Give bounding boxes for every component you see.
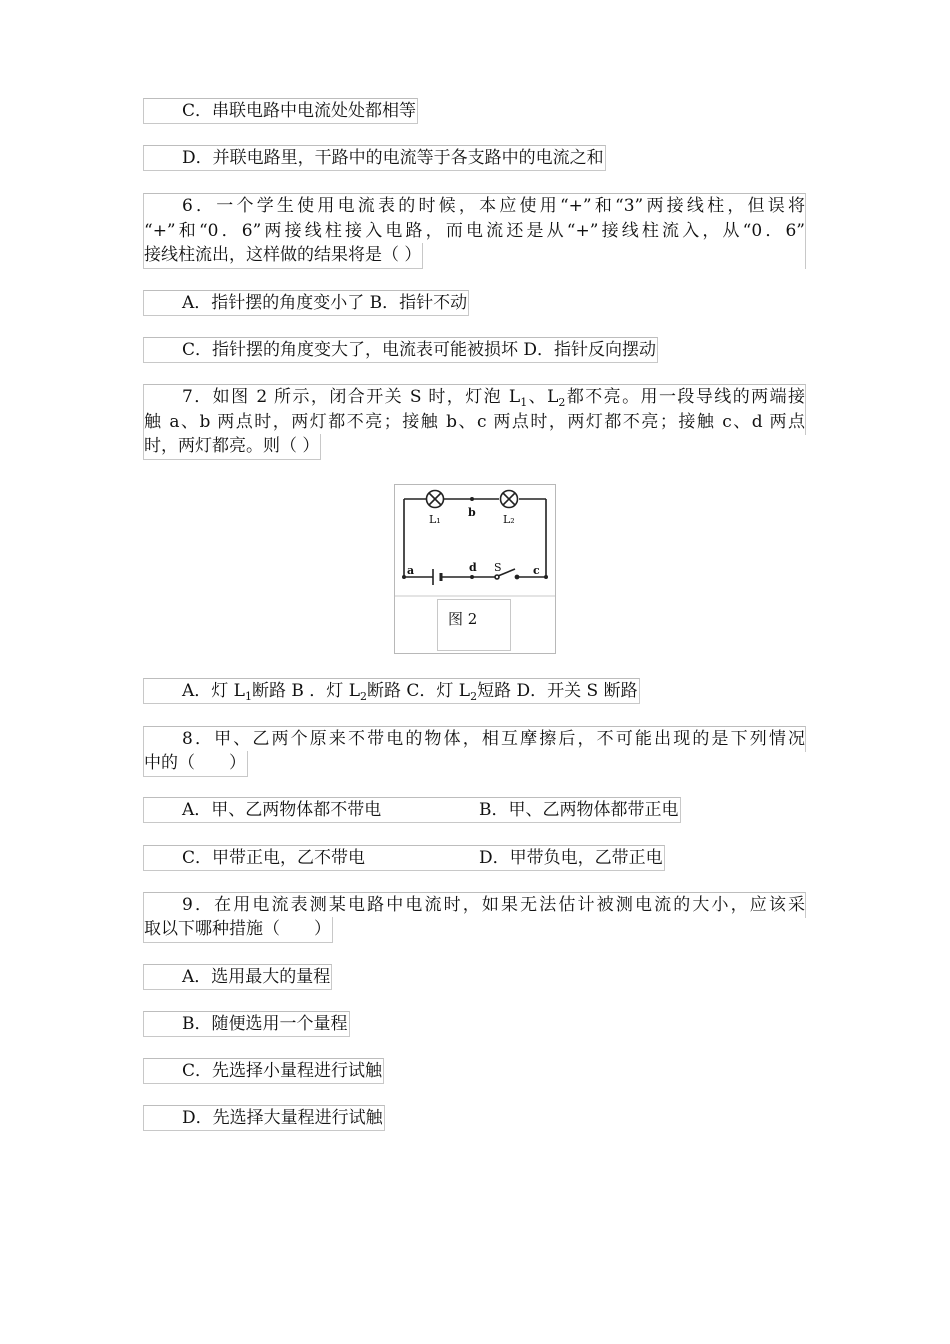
lamp2-label: L₂: [503, 513, 515, 526]
circuit-diagram: [395, 485, 555, 597]
q7-stem: 7．如图 2 所示，闭合开关 S 时，灯泡 $L_1$、$L_2$都不亮。用一段导线的两端接 触 a、b 两点时，两灯都不亮；接触 b、c 两点时，两灯都不亮；接触 c、d 两点: [143, 384, 806, 435]
lamp-l1-icon: [427, 491, 444, 508]
point-b-label: b: [468, 506, 476, 519]
q9-option-c: C．先选择小量程进行试触: [143, 1058, 384, 1084]
q8-stem-last-line: 中的（ ）: [143, 751, 248, 777]
q9-stem-last-line: 取以下哪种措施（ ）: [143, 917, 333, 943]
lamp1-label: L₁: [429, 513, 441, 526]
q5-option-d: D．并联电路里，干路中的电流等于各支路中的电流之和: [143, 145, 606, 171]
q8-stem: 8．甲、乙两个原来不带电的物体，相互摩擦后，不可能出现的是下列情况: [143, 726, 806, 752]
q6-stem: 6．一个学生使用电流表的时候，本应使用“+”和“3”两接线柱，但误将 “+”和“0．6”两接线柱接入电路，而电流还是从“+”接线柱流入，从“0．6”: [143, 193, 806, 269]
q6-options-cd: C．指针摆的角度变大了，电流表可能被损坏 D．指针反向摆动: [143, 337, 658, 363]
q7-stem-last-line: 时，两灯都亮。则（ ）: [143, 434, 321, 460]
point-a-label: a: [407, 564, 415, 577]
q9-option-d: D．先选择大量程进行试触: [143, 1105, 385, 1131]
q8-options-cd: C．甲带正电，乙不带电 D．甲带负电，乙带正电: [143, 845, 665, 871]
point-d-label: d: [469, 561, 477, 574]
q9-stem: 9．在用电流表测某电路中电流时，如果无法估计被测电流的大小，应该采: [143, 892, 806, 918]
lamp-l2-icon: [501, 491, 518, 508]
q9-option-a: A．选用最大的量程: [143, 964, 332, 990]
figure-caption: 图 2: [437, 599, 511, 651]
battery-icon: [433, 569, 441, 585]
switch-label: S: [494, 561, 502, 574]
q5-option-c: C．串联电路中电流处处都相等: [143, 98, 418, 124]
junction-c-dot: [544, 575, 548, 579]
q7-line1: 7．如图 2 所示，闭合开关 S 时，灯泡 $L_1$、$L_2$都不亮。用一段导线的两端接: [182, 387, 806, 409]
q7-options: A．灯 $L_1$断路 B ．灯 $L_2$断路 C．灯 $L_2$短路 D．开关 S 断路: [143, 678, 640, 704]
q6-options-ab: A．指针摆的角度变小了 B．指针不动: [143, 290, 469, 316]
q6-stem-last-line: 接线柱流出，这样做的结果将是（ ）: [143, 243, 423, 269]
point-c-label: c: [533, 564, 540, 577]
junction-b-dot: [470, 497, 474, 501]
q9-option-b: B．随便选用一个量程: [143, 1011, 350, 1037]
junction-a-dot: [402, 575, 406, 579]
junction-d-dot: [470, 575, 474, 579]
q8-options-ab: A．甲、乙两物体都不带电 B．甲、乙两物体都带正电: [143, 797, 681, 823]
